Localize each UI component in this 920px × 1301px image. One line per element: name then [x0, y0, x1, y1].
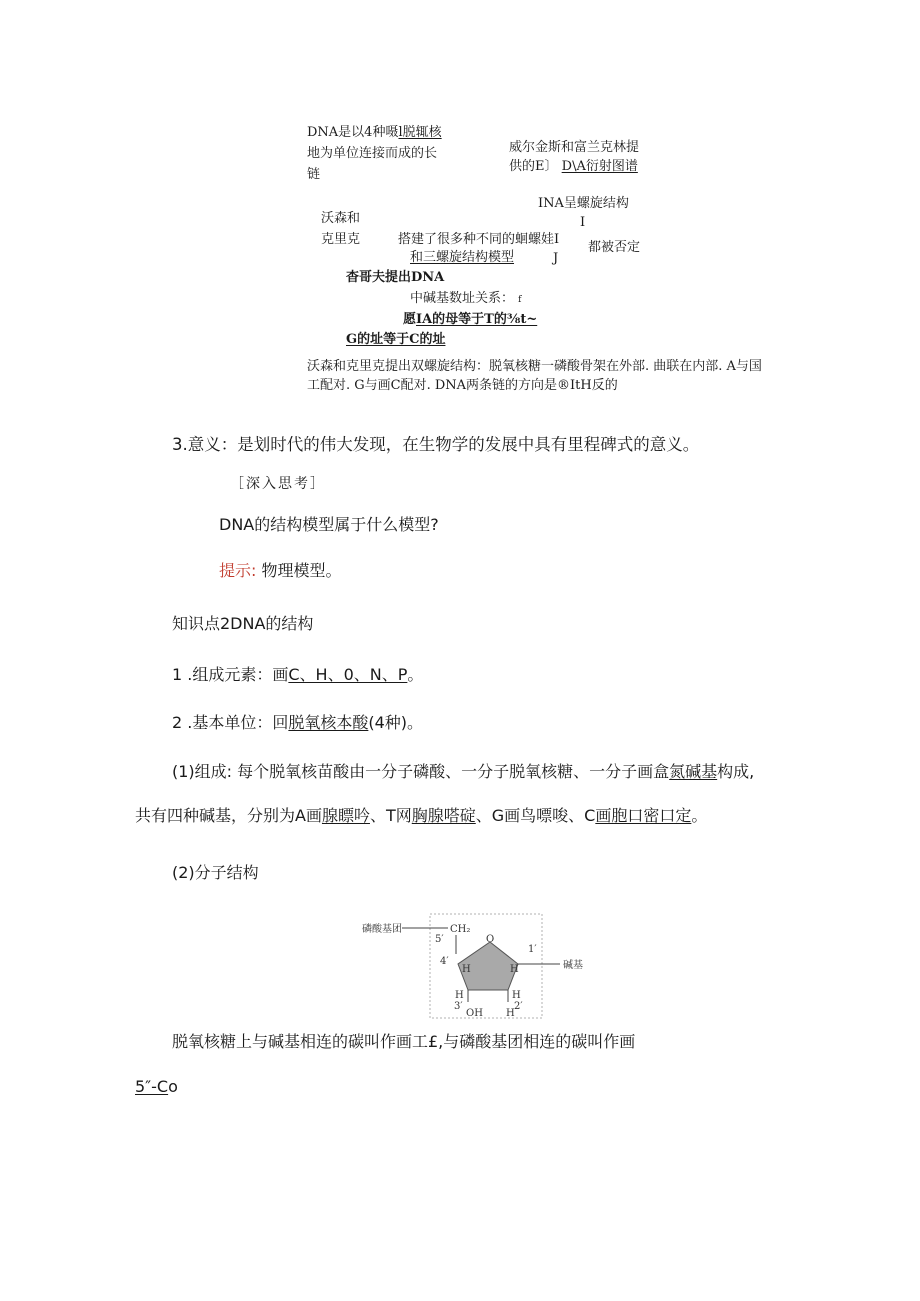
h-right: H	[510, 964, 519, 975]
box-g-line1: 杳哥夫提出DNA	[346, 270, 445, 285]
composition-line1: (1)组成: 每个脱氧核苗酸由一分子磷酸、一分子脱氧核糖、一分子画盒氮碱基构成,	[172, 762, 755, 781]
box-a-line1: DNA是以4种嗫l脱辄核	[307, 125, 442, 140]
c1-label: 1′	[528, 944, 537, 955]
deep-think-question: DNA的结构模型属于什么模型?	[219, 515, 439, 534]
significance: 3.意义：是划时代的伟大发现，在生物学的发展中具有里程碑式的意义。	[172, 435, 700, 454]
c4-label: 4′	[440, 956, 449, 967]
footnote-line2: 5″-Co	[135, 1077, 178, 1096]
item-elements: 1 .组成元素：画C、H、0、N、P。	[172, 665, 424, 684]
box-a-line2: 地为单位连接而成的长	[307, 146, 438, 161]
ch2-label: CH₂	[450, 924, 471, 935]
knowledge-point-title: 知识点2DNA的结构	[172, 614, 314, 633]
box-a-line3: 链	[307, 167, 321, 182]
conclusion-line2: 工配对. G与画C配对. DNA两条链的方向是®ItH反的	[307, 378, 618, 393]
box-e-mark: J	[553, 251, 559, 266]
box-g-line2: 中碱基数址关系： f	[410, 291, 522, 306]
c5-label: 5′	[435, 934, 444, 945]
h-bottom-left: H	[455, 990, 464, 1001]
h-bottom: H	[506, 1008, 515, 1019]
h-bottom-right: H	[512, 990, 521, 1001]
box-b-line2: 供的E〕 D\A衍射图谱	[509, 159, 638, 174]
box-g-line4: G的址等于C的址	[346, 332, 446, 347]
c3-label: 3′	[454, 1001, 463, 1012]
ring-oxygen: O	[486, 934, 495, 945]
h-left: H	[462, 964, 471, 975]
conclusion-line1: 沃森和克里克提出双螺旋结构：脱氧核糖一磷酸骨架在外部. 曲联在内部. A与国	[307, 359, 762, 374]
hint-label: 提示:	[219, 561, 257, 580]
c2-label: 2′	[514, 1001, 523, 1012]
box-d-line2: 克里克	[321, 232, 361, 247]
composition-line2: 共有四种碱基，分别为A画腺瞟吟、T网胸腺嗒碇、G画鸟嘌唆、C画胞口密口定。	[135, 806, 708, 825]
deoxyribose-diagram	[360, 912, 600, 1022]
deep-think-label: ［深入思考］	[230, 476, 326, 492]
phosphate-label: 磷酸基团	[362, 924, 402, 935]
box-b-line1: 威尔金斯和富兰克林提	[509, 140, 640, 155]
box-d-line1: 沃森和	[321, 211, 361, 226]
box-f-line1: 都被否定	[588, 240, 641, 255]
hint-answer: 物理模型。	[261, 561, 342, 580]
footnote-line1: 脱氧核糖上与碱基相连的碳叫作画工£,与磷酸基团相连的碳叫作画	[172, 1032, 636, 1051]
hint	[219, 558, 342, 581]
base-label: 碱基	[563, 960, 583, 971]
box-e-line1: 搭建了很多种不同的蛔螺娃I	[398, 232, 560, 247]
molecular-structure-title: (2)分子结构	[172, 863, 259, 882]
oh-label: OH	[466, 1008, 483, 1019]
box-c-mark: I	[580, 215, 586, 230]
box-c-line1: INA呈螺旋结构	[538, 196, 629, 211]
box-g-line3: 愿IA的母等于T的⅜t~	[403, 312, 538, 327]
item-basic-unit: 2 .基本单位：回脱氧核本酸(4种)。	[172, 713, 424, 732]
box-e-line2: 和三螺旋结构模型	[410, 250, 515, 265]
